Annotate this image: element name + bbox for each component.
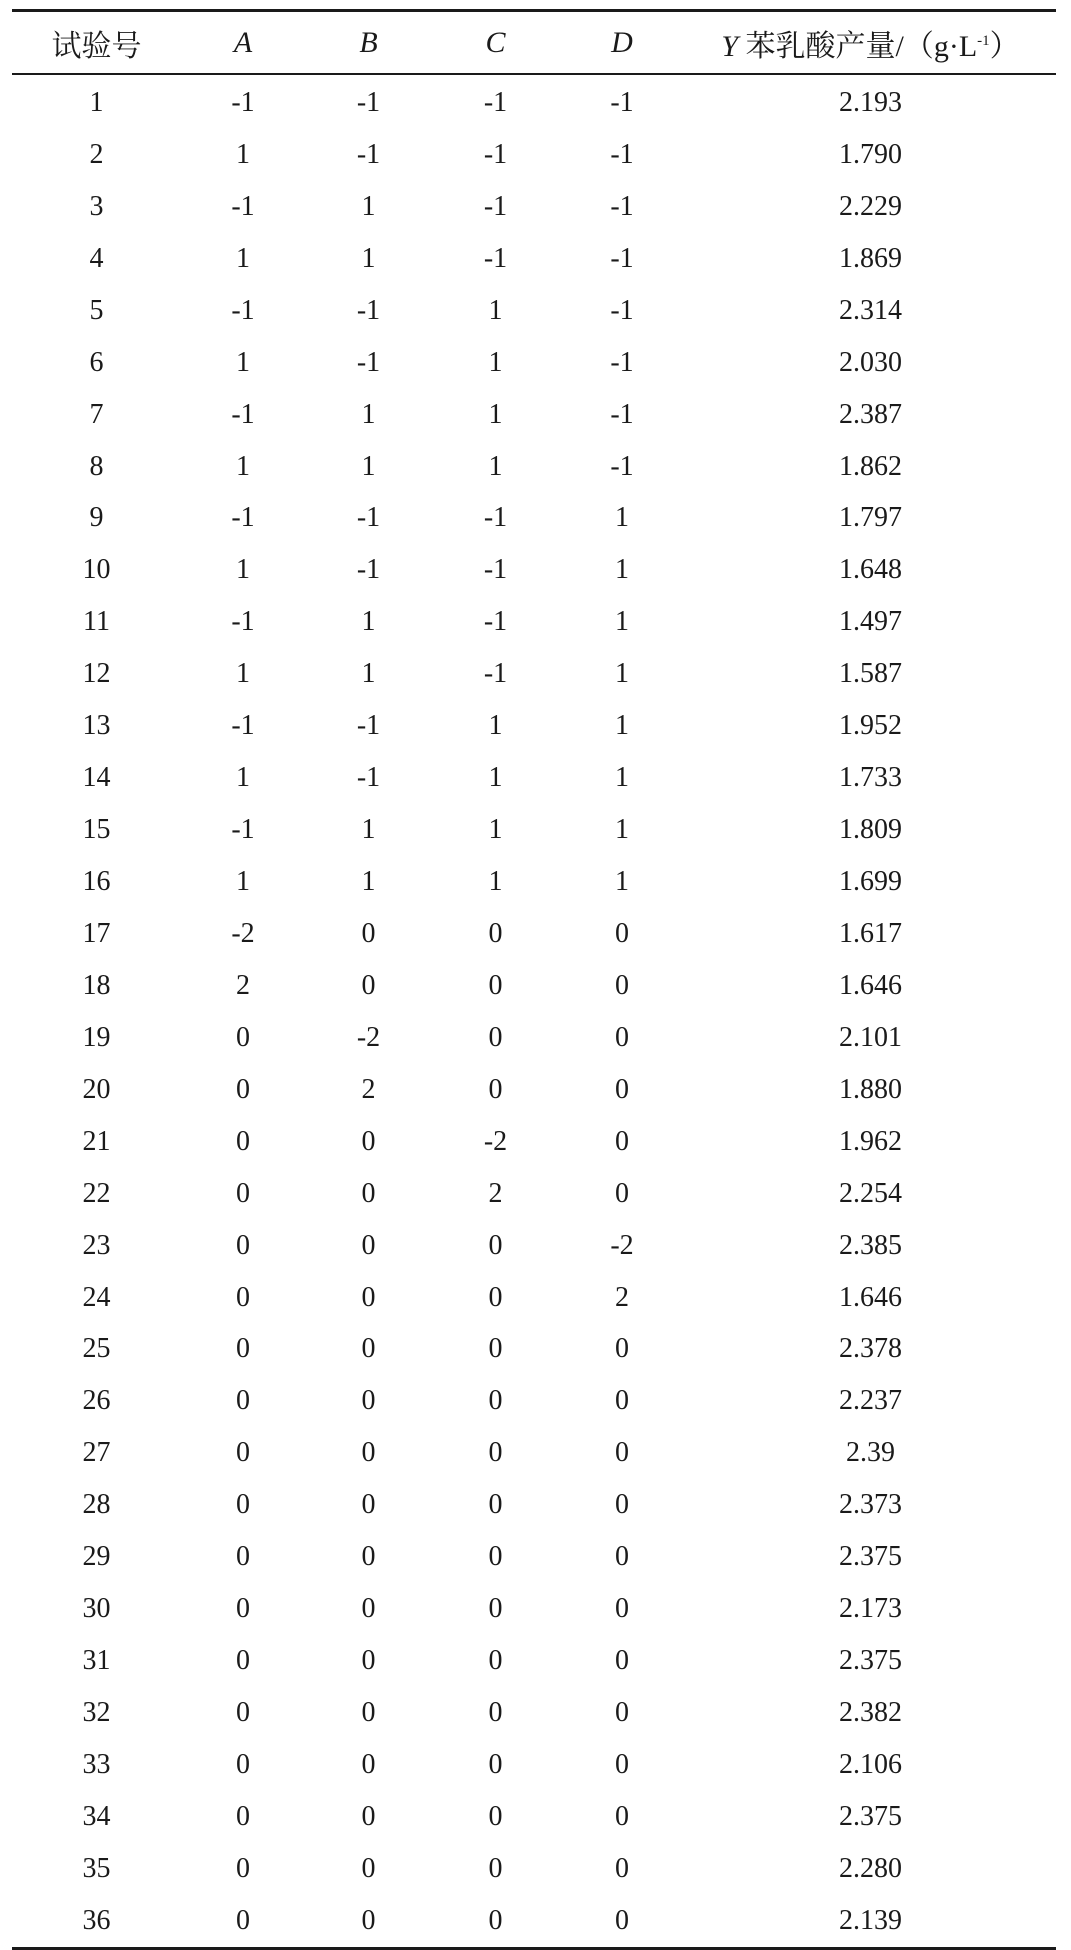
data-table <box>12 9 1056 1950</box>
cell-factor-a: -1 <box>231 814 255 846</box>
cell-trial-number: 34 <box>82 1800 111 1832</box>
cell-factor-d: 0 <box>615 1177 629 1209</box>
table-row <box>12 129 1056 181</box>
table-row <box>12 1739 1056 1791</box>
cell-yield-value: 2.314 <box>839 294 902 326</box>
table-row <box>12 1375 1056 1427</box>
cell-yield-value: 2.030 <box>839 346 902 378</box>
cell-yield-value: 2.106 <box>839 1748 902 1780</box>
cell-yield-value: 1.497 <box>839 606 902 638</box>
cell-factor-c: -1 <box>483 242 508 274</box>
cell-factor-b: 0 <box>361 917 376 949</box>
cell-factor-c: 0 <box>488 1333 503 1365</box>
cell-yield-value: 1.880 <box>839 1073 902 1105</box>
cell-trial-number: 10 <box>82 554 111 586</box>
cell-factor-c: 1 <box>488 450 503 482</box>
cell-factor-d: -1 <box>610 138 634 170</box>
cell-yield-value: 2.39 <box>846 1437 895 1469</box>
cell-yield-value: 2.193 <box>839 86 902 118</box>
cell-trial-number: 29 <box>82 1541 111 1573</box>
cell-factor-d: 2 <box>615 1281 629 1313</box>
cell-factor-d: 0 <box>615 1697 629 1729</box>
cell-factor-c: 0 <box>488 1489 503 1521</box>
cell-factor-b: 1 <box>361 190 376 222</box>
cell-trial-number: 23 <box>82 1229 111 1261</box>
cell-yield-value: 1.699 <box>839 866 902 898</box>
cell-factor-b: -1 <box>356 86 381 118</box>
cell-factor-b: 2 <box>361 1073 376 1105</box>
bottom-rule <box>12 1947 1056 1950</box>
cell-factor-c: 0 <box>488 1229 503 1261</box>
cell-factor-a: 0 <box>236 1437 250 1469</box>
cell-factor-c: 0 <box>488 969 503 1001</box>
cell-factor-a: 0 <box>236 1021 250 1053</box>
cell-trial-number: 3 <box>89 190 104 222</box>
cell-factor-c: -1 <box>483 606 508 638</box>
cell-factor-b: 1 <box>361 450 376 482</box>
cell-factor-a: 0 <box>236 1333 250 1365</box>
table-row <box>12 77 1056 129</box>
table-row <box>12 1531 1056 1583</box>
cell-yield-value: 1.962 <box>839 1125 902 1157</box>
cell-yield-value: 2.375 <box>839 1541 902 1573</box>
cell-factor-d: 1 <box>615 710 629 742</box>
cell-factor-c: -1 <box>483 190 508 222</box>
cell-factor-a: 0 <box>236 1800 250 1832</box>
cell-factor-a: 1 <box>236 658 250 690</box>
cell-yield-value: 2.382 <box>839 1697 902 1729</box>
cell-factor-a: -2 <box>231 917 255 949</box>
cell-factor-a: 1 <box>236 138 250 170</box>
cell-factor-b: 0 <box>361 1333 376 1365</box>
cell-yield-value: 2.237 <box>839 1385 902 1417</box>
cell-trial-number: 6 <box>89 346 104 378</box>
cell-factor-d: -1 <box>610 398 634 430</box>
table-row <box>12 389 1056 441</box>
cell-factor-c: 0 <box>488 1073 503 1105</box>
cell-factor-b: 0 <box>361 1645 376 1677</box>
cell-factor-a: 0 <box>236 1281 250 1313</box>
cell-yield-value: 1.646 <box>839 1281 902 1313</box>
cell-factor-d: 0 <box>615 1385 629 1417</box>
cell-factor-b: 0 <box>361 1385 376 1417</box>
cell-factor-a: 0 <box>236 1385 250 1417</box>
cell-factor-d: -1 <box>610 346 634 378</box>
cell-yield-value: 2.229 <box>839 190 902 222</box>
cell-factor-d: 0 <box>615 1748 629 1780</box>
cell-factor-b: 0 <box>361 1177 376 1209</box>
cell-factor-c: 0 <box>488 1852 503 1884</box>
cell-factor-a: 2 <box>236 969 250 1001</box>
cell-yield-value: 2.280 <box>839 1852 902 1884</box>
cell-factor-c: 1 <box>488 398 503 430</box>
cell-factor-a: 1 <box>236 450 250 482</box>
cell-factor-a: 1 <box>236 242 250 274</box>
cell-factor-c: -1 <box>483 502 508 534</box>
cell-trial-number: 22 <box>82 1177 111 1209</box>
cell-trial-number: 2 <box>89 138 104 170</box>
cell-factor-d: 0 <box>615 1852 629 1884</box>
header-y-label: 苯乳酸产量/（g·L <box>738 29 978 63</box>
cell-trial-number: 20 <box>82 1073 111 1105</box>
cell-yield-value: 2.101 <box>839 1021 902 1053</box>
cell-factor-b: -1 <box>356 294 381 326</box>
cell-trial-number: 31 <box>82 1645 111 1677</box>
header-d: D <box>611 25 633 59</box>
cell-trial-number: 24 <box>82 1281 111 1313</box>
table-row <box>12 1324 1056 1376</box>
cell-yield-value: 2.139 <box>839 1904 902 1936</box>
table-header <box>12 12 1056 73</box>
cell-factor-c: -1 <box>483 138 508 170</box>
cell-factor-a: 1 <box>236 554 250 586</box>
cell-factor-b: 1 <box>361 398 376 430</box>
cell-trial-number: 4 <box>89 242 104 274</box>
cell-factor-b: -1 <box>356 554 381 586</box>
table-row <box>12 337 1056 389</box>
cell-trial-number: 1 <box>89 86 104 118</box>
table-row <box>12 1272 1056 1324</box>
cell-factor-c: 1 <box>488 346 503 378</box>
cell-factor-a: -1 <box>231 606 255 638</box>
cell-factor-b: -1 <box>356 346 381 378</box>
cell-factor-c: 0 <box>488 1593 503 1625</box>
cell-factor-b: 0 <box>361 1593 376 1625</box>
cell-factor-b: 0 <box>361 1852 376 1884</box>
cell-factor-a: 0 <box>236 1645 250 1677</box>
cell-factor-b: -1 <box>356 762 381 794</box>
table-row <box>12 1583 1056 1635</box>
cell-trial-number: 13 <box>82 710 111 742</box>
cell-factor-a: 0 <box>236 1541 250 1573</box>
cell-trial-number: 28 <box>82 1489 111 1521</box>
cell-factor-b: 1 <box>361 658 376 690</box>
cell-factor-a: -1 <box>231 86 255 118</box>
cell-factor-b: 0 <box>361 1125 376 1157</box>
cell-factor-b: -2 <box>356 1021 381 1053</box>
header-y-close: ） <box>989 29 1020 63</box>
cell-factor-c: 0 <box>488 1385 503 1417</box>
cell-factor-a: -1 <box>231 710 255 742</box>
cell-factor-c: 0 <box>488 1748 503 1780</box>
cell-trial-number: 36 <box>82 1904 111 1936</box>
cell-factor-c: 1 <box>488 762 503 794</box>
cell-trial-number: 12 <box>82 658 111 690</box>
cell-trial-number: 21 <box>82 1125 111 1157</box>
cell-factor-a: 0 <box>236 1073 250 1105</box>
cell-factor-a: -1 <box>231 294 255 326</box>
cell-factor-b: 0 <box>361 1904 376 1936</box>
table-row <box>12 1012 1056 1064</box>
cell-factor-d: 1 <box>615 658 629 690</box>
cell-factor-b: -1 <box>356 710 381 742</box>
cell-factor-d: -1 <box>610 86 634 118</box>
cell-factor-d: 0 <box>615 1541 629 1573</box>
cell-factor-d: -2 <box>610 1229 634 1261</box>
cell-factor-d: -1 <box>610 450 634 482</box>
cell-trial-number: 26 <box>82 1385 111 1417</box>
header-yield <box>685 21 1056 65</box>
cell-trial-number: 32 <box>82 1697 111 1729</box>
table-row <box>12 1791 1056 1843</box>
table-row <box>12 1843 1056 1895</box>
cell-factor-b: 0 <box>361 1541 376 1573</box>
cell-yield-value: 2.373 <box>839 1489 902 1521</box>
cell-factor-d: -1 <box>610 190 634 222</box>
cell-factor-b: 1 <box>361 606 376 638</box>
cell-factor-c: 0 <box>488 1697 503 1729</box>
cell-factor-a: 0 <box>236 1177 250 1209</box>
cell-factor-a: 0 <box>236 1748 250 1780</box>
table-row <box>12 1635 1056 1687</box>
cell-factor-c: 0 <box>488 1021 503 1053</box>
cell-trial-number: 5 <box>89 294 104 326</box>
header-b: B <box>359 25 378 59</box>
cell-trial-number: 35 <box>82 1852 111 1884</box>
cell-factor-b: 0 <box>361 1748 376 1780</box>
cell-factor-c: 0 <box>488 1800 503 1832</box>
cell-factor-b: 0 <box>361 1697 376 1729</box>
cell-trial-number: 27 <box>82 1437 111 1469</box>
cell-factor-a: 0 <box>236 1489 250 1521</box>
cell-factor-a: -1 <box>231 190 255 222</box>
cell-factor-c: -1 <box>483 554 508 586</box>
cell-factor-a: 0 <box>236 1852 250 1884</box>
cell-factor-b: 0 <box>361 1800 376 1832</box>
cell-factor-c: 0 <box>488 1437 503 1469</box>
table-row <box>12 700 1056 752</box>
cell-factor-d: 0 <box>615 1593 629 1625</box>
cell-factor-d: 1 <box>615 762 629 794</box>
cell-factor-b: 1 <box>361 866 376 898</box>
cell-factor-b: 0 <box>361 1489 376 1521</box>
cell-factor-d: 0 <box>615 1021 629 1053</box>
header-c: C <box>485 25 506 59</box>
cell-factor-d: -1 <box>610 242 634 274</box>
table-row <box>12 1687 1056 1739</box>
header-a: A <box>233 25 253 59</box>
cell-factor-c: 1 <box>488 866 503 898</box>
cell-factor-b: 1 <box>361 814 376 846</box>
cell-factor-d: 1 <box>615 606 629 638</box>
cell-factor-d: 0 <box>615 917 629 949</box>
cell-factor-b: 0 <box>361 1437 376 1469</box>
cell-yield-value: 1.869 <box>839 242 902 274</box>
cell-factor-d: 0 <box>615 1073 629 1105</box>
cell-yield-value: 2.173 <box>839 1593 902 1625</box>
table-row <box>12 233 1056 285</box>
cell-trial-number: 8 <box>89 450 104 482</box>
table-row <box>12 544 1056 596</box>
cell-factor-a: 0 <box>236 1229 250 1261</box>
cell-trial-number: 17 <box>82 917 111 949</box>
cell-yield-value: 1.587 <box>839 658 902 690</box>
cell-factor-d: 1 <box>615 814 629 846</box>
cell-factor-b: 0 <box>361 969 376 1001</box>
cell-factor-c: 2 <box>488 1177 503 1209</box>
table-row <box>12 1116 1056 1168</box>
cell-yield-value: 1.646 <box>839 969 902 1001</box>
table-row <box>12 1220 1056 1272</box>
table-row <box>12 181 1056 233</box>
cell-factor-c: 1 <box>488 294 503 326</box>
cell-factor-c: 1 <box>488 814 503 846</box>
cell-factor-d: -1 <box>610 294 634 326</box>
cell-factor-d: 0 <box>615 1800 629 1832</box>
cell-factor-d: 0 <box>615 1437 629 1469</box>
table-row <box>12 493 1056 545</box>
cell-yield-value: 1.617 <box>839 917 902 949</box>
cell-factor-c: -1 <box>483 86 508 118</box>
table-row <box>12 1064 1056 1116</box>
cell-trial-number: 11 <box>83 606 110 638</box>
table-row <box>12 285 1056 337</box>
cell-yield-value: 2.385 <box>839 1229 902 1261</box>
cell-trial-number: 19 <box>82 1021 111 1053</box>
cell-factor-a: 1 <box>236 346 250 378</box>
cell-factor-d: 0 <box>615 1489 629 1521</box>
cell-factor-c: 0 <box>488 1904 503 1936</box>
cell-trial-number: 7 <box>89 398 104 430</box>
cell-factor-b: 0 <box>361 1281 376 1313</box>
cell-yield-value: 1.952 <box>839 710 902 742</box>
header-trial: 试验号 <box>51 29 142 63</box>
cell-factor-d: 0 <box>615 1333 629 1365</box>
cell-factor-c: 0 <box>488 1645 503 1677</box>
cell-yield-value: 1.797 <box>839 502 902 534</box>
cell-factor-c: -1 <box>483 658 508 690</box>
cell-factor-a: -1 <box>231 398 255 430</box>
cell-yield-value: 2.254 <box>839 1177 902 1209</box>
cell-trial-number: 16 <box>82 866 111 898</box>
cell-factor-c: -2 <box>483 1125 508 1157</box>
cell-factor-a: -1 <box>231 502 255 534</box>
table-row <box>12 752 1056 804</box>
cell-factor-b: 0 <box>361 1229 376 1261</box>
cell-factor-c: 0 <box>488 917 503 949</box>
cell-factor-d: 0 <box>615 969 629 1001</box>
cell-factor-d: 1 <box>615 554 629 586</box>
cell-factor-b: -1 <box>356 502 381 534</box>
cell-yield-value: 2.387 <box>839 398 902 430</box>
cell-yield-value: 2.375 <box>839 1645 902 1677</box>
table-row <box>12 804 1056 856</box>
cell-trial-number: 9 <box>89 502 104 534</box>
cell-trial-number: 18 <box>82 969 111 1001</box>
cell-yield-value: 1.809 <box>839 814 902 846</box>
cell-yield-value: 1.790 <box>839 138 902 170</box>
header-y-symbol: Y <box>721 29 739 63</box>
table-row <box>12 856 1056 908</box>
cell-factor-b: 1 <box>361 242 376 274</box>
cell-factor-c: 0 <box>488 1281 503 1313</box>
cell-yield-value: 1.648 <box>839 554 902 586</box>
cell-factor-d: 0 <box>615 1125 629 1157</box>
cell-trial-number: 15 <box>82 814 111 846</box>
cell-factor-d: 1 <box>615 866 629 898</box>
cell-factor-a: 1 <box>236 866 250 898</box>
table-row <box>12 1479 1056 1531</box>
table-row <box>12 596 1056 648</box>
cell-factor-b: -1 <box>356 138 381 170</box>
cell-yield-value: 2.378 <box>839 1333 902 1365</box>
cell-trial-number: 30 <box>82 1593 111 1625</box>
cell-yield-value: 1.862 <box>839 450 902 482</box>
cell-trial-number: 25 <box>82 1333 111 1365</box>
cell-factor-c: 0 <box>488 1541 503 1573</box>
cell-factor-a: 0 <box>236 1125 250 1157</box>
table-row <box>12 1427 1056 1479</box>
table-row <box>12 908 1056 960</box>
cell-factor-a: 0 <box>236 1593 250 1625</box>
cell-trial-number: 33 <box>82 1748 111 1780</box>
cell-factor-d: 0 <box>615 1645 629 1677</box>
table-row <box>12 960 1056 1012</box>
table-row <box>12 441 1056 493</box>
cell-factor-d: 0 <box>615 1904 629 1936</box>
cell-factor-a: 0 <box>236 1697 250 1729</box>
table-row <box>12 1895 1056 1947</box>
cell-trial-number: 14 <box>82 762 111 794</box>
table-row <box>12 1168 1056 1220</box>
table-row <box>12 648 1056 700</box>
cell-factor-a: 1 <box>236 762 250 794</box>
cell-factor-a: 0 <box>236 1904 250 1936</box>
header-y-exponent: -1 <box>977 32 990 49</box>
cell-factor-c: 1 <box>488 710 503 742</box>
table-body <box>12 75 1056 1947</box>
cell-factor-d: 1 <box>615 502 629 534</box>
cell-yield-value: 1.733 <box>839 762 902 794</box>
cell-yield-value: 2.375 <box>839 1800 902 1832</box>
